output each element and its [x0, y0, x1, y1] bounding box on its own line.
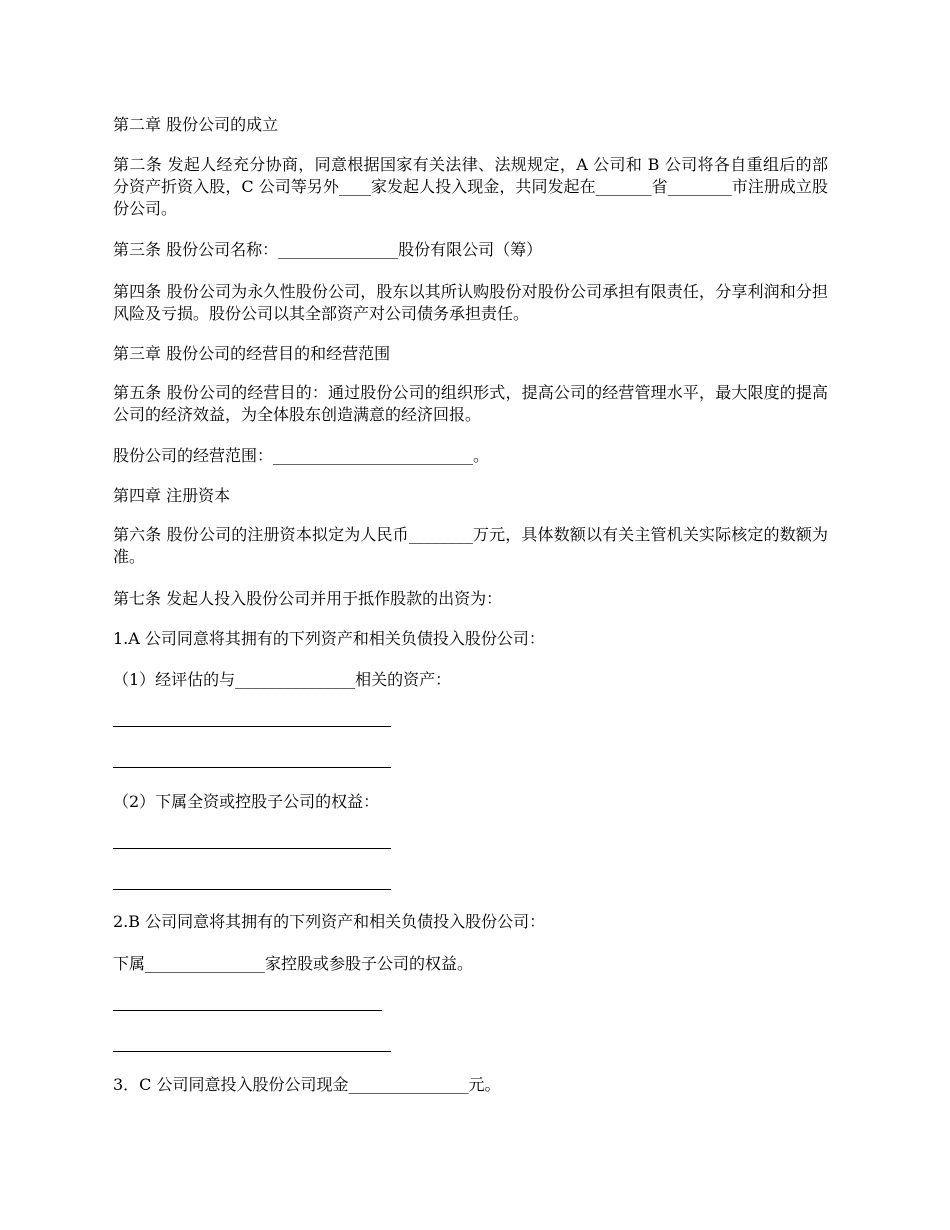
item-c-company-paragraph: 3．C 公司同意投入股份公司现金_______________元。 — [113, 1075, 501, 1094]
article-5-paragraph: 第五条 股份公司的经营目的：通过股份公司的组织形式，提高公司的经营管理水平，最大限度的提高公司的经济效益，为全体股东创造满意的经济回报。 — [113, 383, 828, 424]
item-b-subsidiaries-paragraph: 下属_______________家控股或参股子公司的权益。 — [113, 954, 474, 973]
item-b-company-paragraph: 2.B 公司同意将其拥有的下列资产和相关负债投入股份公司： — [113, 912, 546, 931]
blank-line — [113, 726, 391, 727]
article-7-paragraph: 第七条 发起人投入股份公司并用于抵作股款的出资为： — [113, 589, 503, 608]
blank-line — [113, 1010, 382, 1011]
article-4-paragraph: 第四条 股份公司为永久性股份公司，股东以其所认购股份对股份公司承担有限责任，分享利润和分担风险及亏损。股份公司以其全部资产对公司债务承担责任。 — [113, 282, 828, 323]
article-6-paragraph: 第六条 股份公司的注册资本拟定为人民币________万元，具体数额以有关主管机关实际核定的数额为准。 — [113, 525, 828, 566]
blank-line — [113, 848, 391, 849]
blank-line — [113, 889, 391, 890]
business-scope-paragraph: 股份公司的经营范围：_________________________。 — [113, 446, 490, 465]
item-a-1-paragraph: （1）经评估的与_______________相关的资产： — [113, 670, 452, 689]
article-3-paragraph: 第三条 股份公司名称：_______________股份有限公司（筹） — [113, 240, 543, 259]
item-a-2-paragraph: （2）下属全资或控股子公司的权益： — [113, 792, 380, 811]
blank-line — [113, 1051, 391, 1052]
chapter-4-heading: 第四章 注册资本 — [113, 486, 231, 505]
chapter-3-heading: 第三章 股份公司的经营目的和经营范围 — [113, 344, 391, 363]
item-a-company-paragraph: 1.A 公司同意将其拥有的下列资产和相关负债投入股份公司： — [113, 629, 545, 648]
chapter-2-heading: 第二章 股份公司的成立 — [113, 115, 279, 134]
blank-line — [113, 767, 391, 768]
article-2-paragraph: 第二条 发起人经充分协商，同意根据国家有关法律、法规规定，A 公司和 B 公司将各自重组后的部分资产折资入股，C 公司等另外____家发起人投入现金，共同发起在_______省________市注册成立股份公司。 — [113, 155, 828, 218]
